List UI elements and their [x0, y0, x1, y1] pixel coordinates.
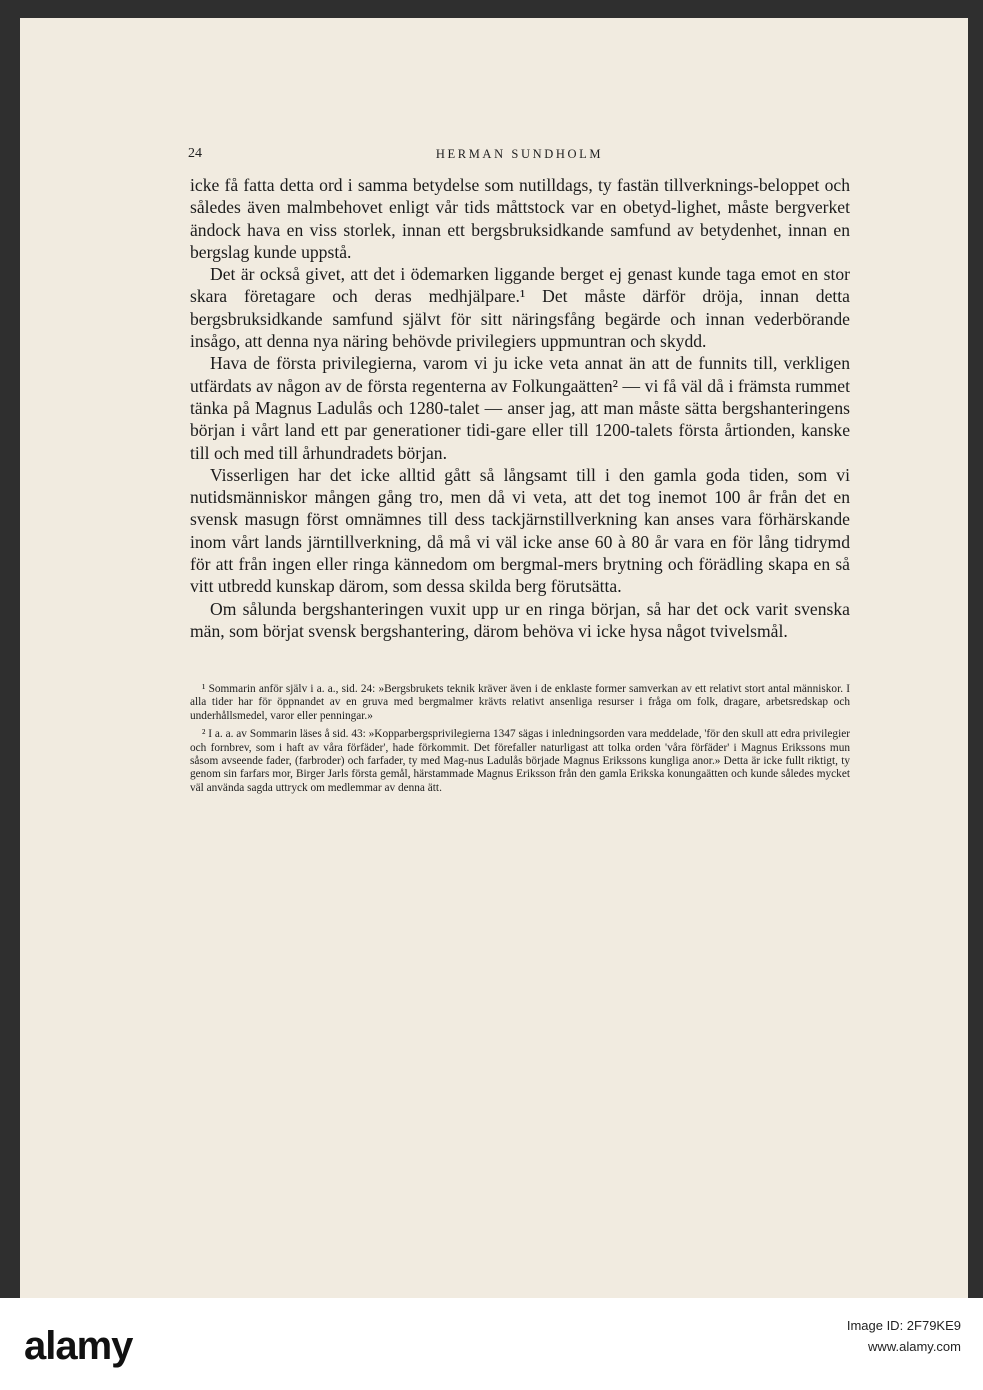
footnote: ² I a. a. av Sommarin läses å sid. 43: »Kopparbergsprivilegierna 1347 sägas i inledningsorden vara meddelade, 'för den skull att edra privilegier och fornbrev, som i haft av våra förfäder', hade förkommit. Det förefaller naturligast att tolka orden 'våra förfäder' i Magnus Erikssons mun såsom avseende fader, (farbroder) och farfader, ty med Mag-nus Ladulås började Magnus Erikssons kungliga anor.» Detta är icke fullt riktigt, ty genom sin farfars mor, Birger Jarls första gemål, härstammade Magnus Eriksson från den gamla Erikska konungaätten och kunde således mycket väl använda sagda uttryck om medlemmar av denna ätt. [190, 728, 850, 794]
page-header [188, 146, 851, 164]
watermark-logo: alamy [24, 1324, 133, 1368]
body-text [190, 174, 850, 642]
paragraph: icke få fatta detta ord i samma betydelse som nutilldags, ty fastän tillverknings-beloppet och således även malmbehovet enligt vår tids måttstock var en obetyd-lighet, måste bergverket ändock hava en viss storlek, innan ett bergsbruksidkande samfund av betydenhet, innan en bergslag kunde uppstå. [190, 175, 850, 262]
footnote: ¹ Sommarin anför själv i a. a., sid. 24: »Bergsbrukets teknik kräver även i de enklaste former samverkan av ett relativt stort antal människor. I alla tider har för öppnandet av en gruva med bergmalmer krävts relativt ansenliga resurser i fråga om folk, dragare, arbetsredskap och underhållsmedel, varor eller penningar.» [190, 683, 850, 722]
paragraph: Om sålunda bergshanteringen vuxit upp ur en ringa början, så har det ock varit svenska män, som börjat svensk bergshantering, därom behöva vi icke hysa något tvivelsmål. [190, 598, 850, 641]
stock-footer [0, 1298, 983, 1390]
footnotes [190, 683, 850, 800]
paragraph: Visserligen har det icke alltid gått så långsamt till i den gamla goda tiden, som vi nutidsmänniskor mången gång tro, men då vi veta, att det tog inemot 100 år från det en svensk masugn först omnämnes till dess tackjärnstillverkning kan anses vara förhärskande inom vårt lands järntillverkning, då må vi väl icke anse 60 à 80 år vara en för lång tidrymd för att från ingen eller ringa kännedom om bergmal-mers brytning och förädling skapa en så vitt utbredd kunskap därom, som dessa skilda berg förutsätta. [190, 464, 850, 597]
image-info [847, 1318, 961, 1354]
site-url: www.alamy.com [868, 1339, 961, 1354]
page-number: 24 [188, 146, 202, 161]
paragraph: Hava de första privilegierna, varom vi ju icke veta annat än att de funnits till, verkligen utfärdats av någon av de första regenterna av Folkungaätten² — vi få väl då i främsta rummet tänka på Magnus Ladulås och 1280-talet — anser jag, att man måste sätta bergshanteringens början i vårt land ett par generationer tidi-gare eller till 1200-talets första årtionden, kanske till och med till århundradets början. [190, 353, 850, 463]
paragraph: Det är också givet, att det i ödemarken liggande berget ej genast kunde taga emot en stor skara företagare och deras medhjälpare.¹ Det måste därför dröja, innan detta bergsbruksidkande samfund självt för sitt näringsfång begärde och innan vederbörande insågo, att denna nya näring behövde privilegiers uppmuntran och skydd. [190, 264, 850, 352]
running-head: HERMAN SUNDHOLM [435, 147, 604, 161]
image-id: Image ID: 2F79KE9 [846, 1318, 961, 1333]
